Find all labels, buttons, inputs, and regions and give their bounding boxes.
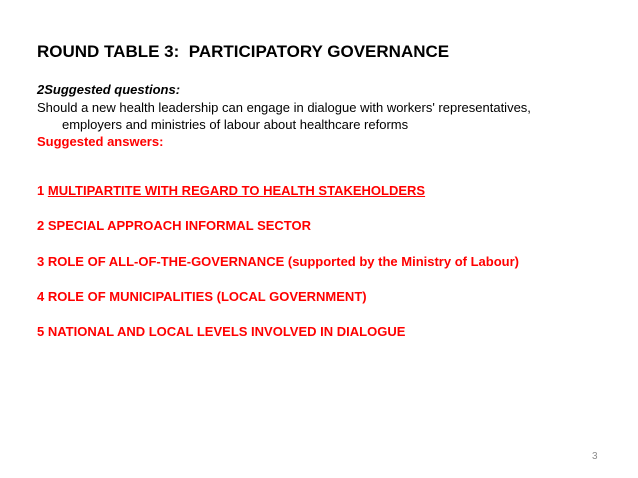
answer-number: 5 <box>37 324 45 339</box>
answers-heading: Suggested answers: <box>37 134 164 149</box>
questions-heading: 2Suggested questions: <box>37 82 181 97</box>
question-text <box>37 99 617 133</box>
answer-number: 3 <box>37 254 45 269</box>
answer-item <box>37 218 311 233</box>
answer-item <box>37 254 519 269</box>
answer-text: MULTIPARTITE WITH REGARD TO HEALTH STAKEHOLDERS <box>47 183 426 198</box>
answer-text: NATIONAL AND LOCAL LEVELS INVOLVED IN DIALOGUE <box>47 324 406 339</box>
page-number: 3 <box>592 451 598 462</box>
answer-item <box>37 289 367 304</box>
answer-text: SPECIAL APPROACH INFORMAL SECTOR <box>47 218 312 233</box>
answer-number: 4 <box>37 289 45 304</box>
question-line-1: Should a new health leadership can engage in dialogue with workers' representatives, <box>37 100 531 115</box>
answer-text: ROLE OF MUNICIPALITIES (LOCAL GOVERNMENT) <box>47 289 367 304</box>
answer-item <box>37 183 425 198</box>
answer-number: 1 <box>37 183 45 198</box>
question-line-2: employers and ministries of labour about healthcare reforms <box>62 117 409 132</box>
answer-number: 2 <box>37 218 45 233</box>
answer-item <box>37 324 405 339</box>
answer-text: ROLE OF ALL-OF-THE-GOVERNANCE (supported by the Ministry of Labour) <box>47 254 519 269</box>
slide-title: ROUND TABLE 3: PARTICIPATORY GOVERNANCE <box>37 42 450 61</box>
